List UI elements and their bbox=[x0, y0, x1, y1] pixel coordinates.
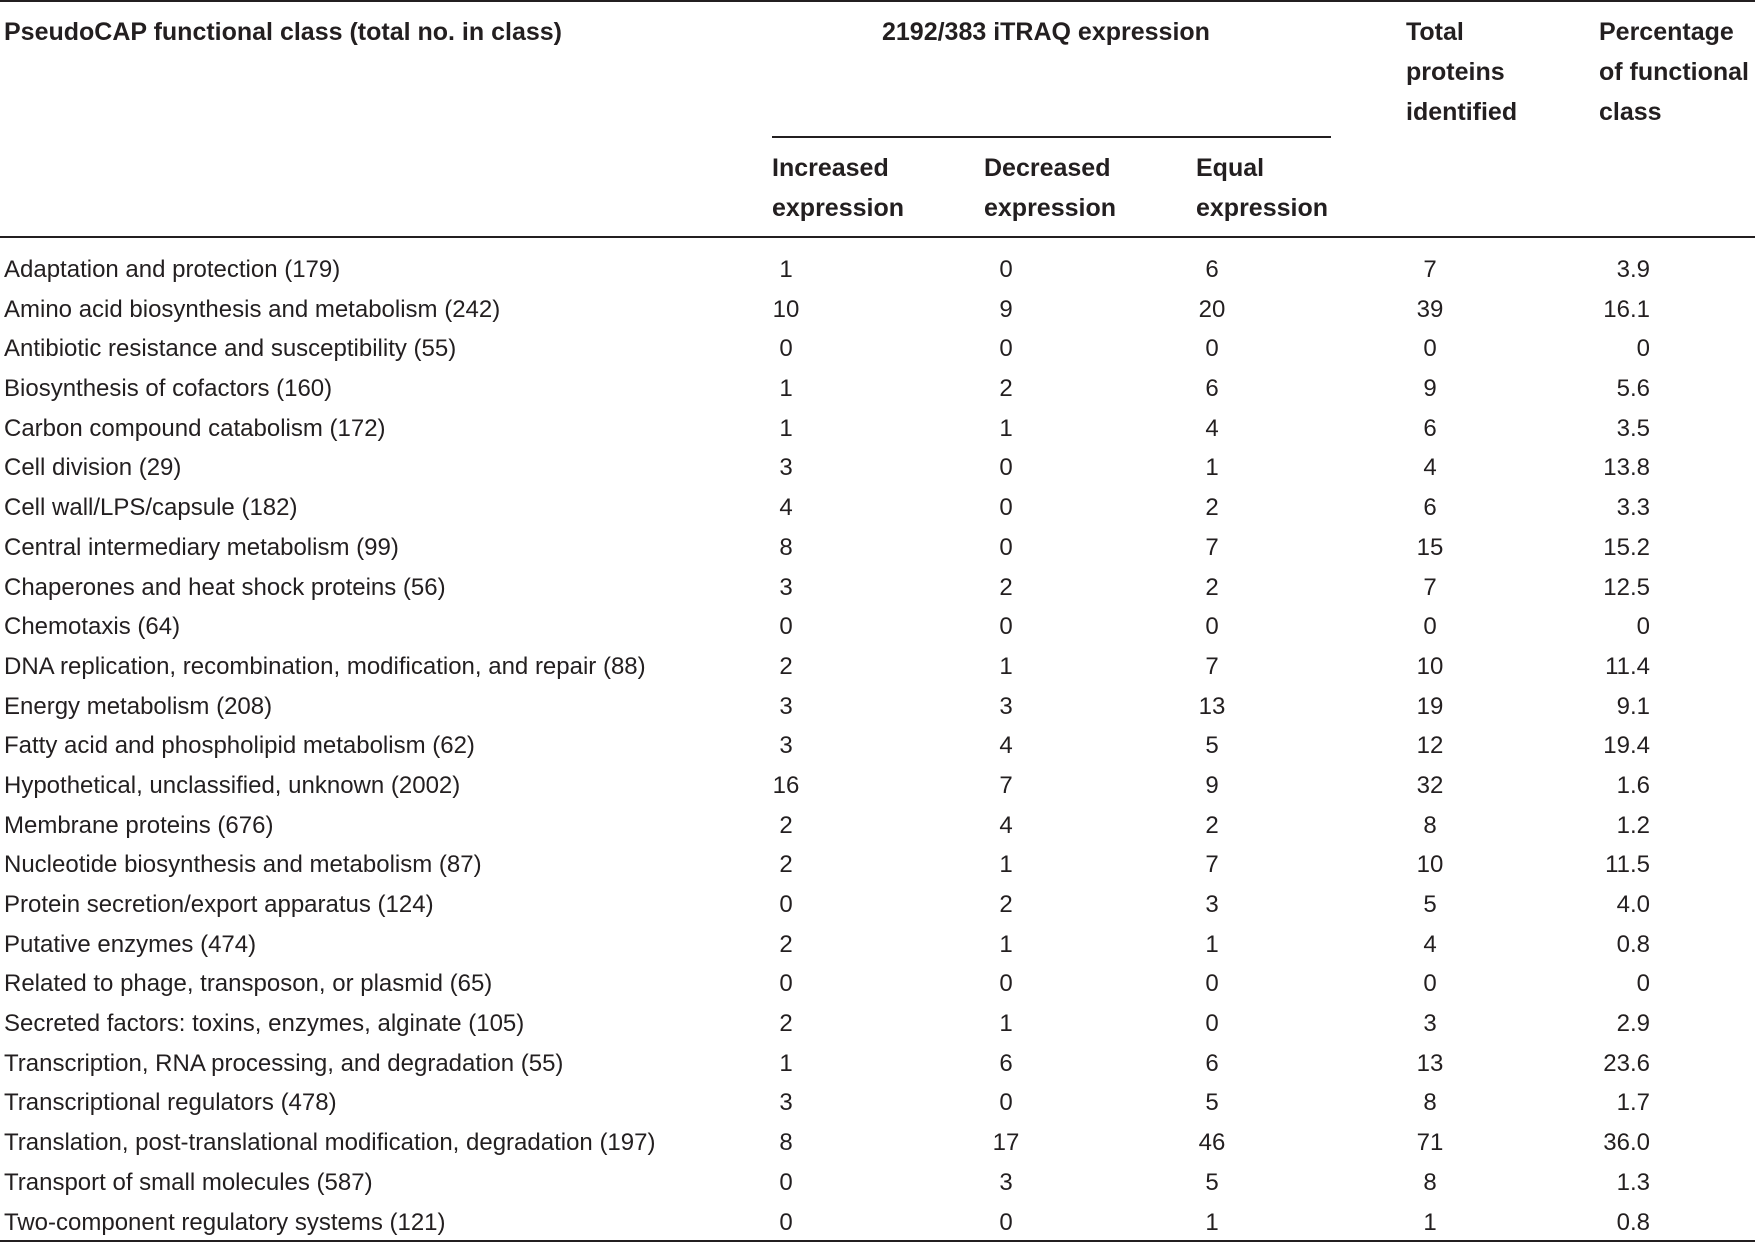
cell-increased: 3 bbox=[779, 692, 793, 720]
cell-equal: 5 bbox=[1205, 732, 1219, 760]
table-row bbox=[0, 607, 1755, 647]
cell-functional-class: Antibiotic resistance and susceptibility (55) bbox=[4, 335, 457, 363]
cell-decreased: 1 bbox=[999, 851, 1013, 879]
table-row bbox=[0, 488, 1755, 528]
cell-percentage: 0.8 bbox=[1616, 1208, 1650, 1236]
table-row bbox=[0, 1123, 1755, 1163]
cell-increased: 2 bbox=[779, 1010, 793, 1038]
cell-increased: 3 bbox=[779, 573, 793, 601]
cell-functional-class: Carbon compound catabolism (172) bbox=[4, 414, 386, 442]
cell-increased: 0 bbox=[779, 335, 793, 363]
cell-equal: 1 bbox=[1205, 454, 1219, 482]
cell-decreased: 7 bbox=[999, 771, 1013, 799]
cell-decreased: 1 bbox=[999, 652, 1013, 680]
cell-percentage: 0 bbox=[1636, 335, 1650, 363]
header-percentage: Percentage of functional class bbox=[1599, 18, 1749, 126]
cell-equal: 2 bbox=[1205, 494, 1219, 522]
cell-functional-class: Secreted factors: toxins, enzymes, alginate (105) bbox=[4, 1010, 525, 1038]
cell-percentage: 3.5 bbox=[1616, 414, 1650, 442]
header-itraq-expression: 2192/383 iTRAQ expression bbox=[882, 18, 1210, 46]
cell-decreased: 0 bbox=[999, 256, 1013, 283]
cell-decreased: 1 bbox=[999, 414, 1013, 442]
cell-functional-class: Transcriptional regulators (478) bbox=[4, 1089, 337, 1117]
cell-percentage: 16.1 bbox=[1603, 295, 1650, 323]
table-row bbox=[0, 806, 1755, 846]
cell-increased: 2 bbox=[779, 851, 793, 879]
cell-increased: 1 bbox=[779, 375, 793, 403]
cell-percentage: 19.4 bbox=[1603, 732, 1650, 760]
cell-decreased: 4 bbox=[999, 732, 1013, 760]
table-row bbox=[0, 687, 1755, 727]
cell-equal: 6 bbox=[1205, 1049, 1219, 1077]
cell-decreased: 0 bbox=[999, 533, 1013, 561]
cell-total: 10 bbox=[1416, 652, 1444, 680]
table-row bbox=[0, 250, 1755, 290]
cell-total: 5 bbox=[1423, 891, 1437, 918]
cell-functional-class: Translation, post-translational modification, degradation (197) bbox=[4, 1129, 656, 1157]
cell-total: 0 bbox=[1423, 335, 1437, 363]
cell-increased: 1 bbox=[779, 1049, 793, 1077]
cell-functional-class: Transcription, RNA processing, and degradation (55) bbox=[4, 1049, 564, 1077]
cell-total: 19 bbox=[1416, 692, 1444, 720]
cell-equal: 7 bbox=[1205, 851, 1219, 879]
cell-functional-class: Adaptation and protection (179) bbox=[4, 256, 341, 283]
cell-total: 6 bbox=[1423, 414, 1437, 442]
cell-increased: 10 bbox=[772, 295, 800, 323]
cell-functional-class: Two-component regulatory systems (121) bbox=[4, 1208, 446, 1236]
table-row bbox=[0, 409, 1755, 449]
cell-percentage: 11.4 bbox=[1605, 652, 1650, 680]
cell-total: 12 bbox=[1416, 732, 1444, 760]
cell-decreased: 2 bbox=[999, 573, 1013, 601]
cell-percentage: 13.8 bbox=[1603, 454, 1650, 482]
cell-percentage: 3.3 bbox=[1616, 494, 1650, 522]
cell-increased: 0 bbox=[779, 1168, 793, 1196]
cell-equal: 6 bbox=[1205, 256, 1219, 283]
cell-total: 1 bbox=[1423, 1208, 1437, 1236]
cell-equal: 2 bbox=[1205, 573, 1219, 601]
cell-functional-class: Chemotaxis (64) bbox=[4, 613, 181, 641]
table-row bbox=[0, 369, 1755, 409]
cell-total: 39 bbox=[1416, 295, 1444, 323]
header-equal-expression: Equal expression bbox=[1196, 154, 1329, 222]
cell-decreased: 2 bbox=[999, 891, 1013, 918]
cell-percentage: 15.2 bbox=[1603, 533, 1650, 561]
cell-equal: 2 bbox=[1205, 811, 1219, 839]
cell-increased: 1 bbox=[779, 256, 793, 283]
cell-total: 15 bbox=[1416, 533, 1444, 561]
header-bottom-rule bbox=[0, 236, 1755, 238]
table-row bbox=[0, 1163, 1755, 1203]
cell-increased: 3 bbox=[779, 732, 793, 760]
header-span-rule bbox=[772, 136, 1331, 138]
cell-percentage: 2.9 bbox=[1616, 1010, 1650, 1038]
cell-decreased: 0 bbox=[999, 1089, 1013, 1117]
cell-percentage: 9.1 bbox=[1616, 692, 1650, 720]
cell-equal: 7 bbox=[1205, 533, 1219, 561]
cell-decreased: 1 bbox=[999, 930, 1013, 958]
cell-functional-class: Central intermediary metabolism (99) bbox=[4, 533, 399, 561]
cell-increased: 4 bbox=[779, 494, 793, 522]
table-row bbox=[0, 290, 1755, 330]
cell-equal: 5 bbox=[1205, 1089, 1219, 1117]
table-row bbox=[0, 845, 1755, 885]
cell-percentage: 0 bbox=[1636, 613, 1650, 641]
cell-percentage: 3.9 bbox=[1616, 256, 1650, 283]
cell-decreased: 0 bbox=[999, 454, 1013, 482]
cell-total: 8 bbox=[1423, 811, 1437, 839]
cell-equal: 7 bbox=[1205, 652, 1219, 680]
table-row bbox=[0, 448, 1755, 488]
table-top-rule bbox=[0, 0, 1755, 2]
cell-functional-class: DNA replication, recombination, modification, and repair (88) bbox=[4, 652, 646, 680]
cell-decreased: 4 bbox=[999, 811, 1013, 839]
cell-decreased: 0 bbox=[999, 613, 1013, 641]
cell-percentage: 1.6 bbox=[1616, 771, 1650, 799]
cell-functional-class: Hypothetical, unclassified, unknown (2002) bbox=[4, 771, 461, 799]
cell-increased: 0 bbox=[779, 970, 793, 998]
cell-percentage: 1.7 bbox=[1616, 1089, 1650, 1117]
cell-decreased: 0 bbox=[999, 335, 1013, 363]
cell-equal: 46 bbox=[1198, 1129, 1226, 1157]
cell-functional-class: Cell division (29) bbox=[4, 454, 182, 482]
cell-total: 9 bbox=[1423, 375, 1437, 403]
cell-increased: 0 bbox=[779, 891, 793, 918]
table-row bbox=[0, 925, 1755, 965]
cell-percentage: 12.5 bbox=[1603, 573, 1650, 601]
cell-functional-class: Nucleotide biosynthesis and metabolism (87) bbox=[4, 851, 482, 879]
cell-total: 8 bbox=[1423, 1168, 1437, 1196]
table-bottom-rule bbox=[0, 1240, 1755, 1242]
cell-total: 7 bbox=[1423, 256, 1437, 283]
table-row bbox=[0, 1083, 1755, 1123]
cell-decreased: 0 bbox=[999, 494, 1013, 522]
table-row bbox=[0, 964, 1755, 1004]
cell-percentage: 23.6 bbox=[1603, 1049, 1650, 1077]
cell-percentage: 1.3 bbox=[1616, 1168, 1650, 1196]
table-row bbox=[0, 726, 1755, 766]
cell-percentage: 0 bbox=[1636, 970, 1650, 998]
cell-decreased: 9 bbox=[999, 295, 1013, 323]
cell-functional-class: Cell wall/LPS/capsule (182) bbox=[4, 494, 298, 522]
cell-total: 32 bbox=[1416, 771, 1444, 799]
cell-equal: 9 bbox=[1205, 771, 1219, 799]
table-body bbox=[0, 250, 1755, 1242]
header-decreased-expression: Decreased expression bbox=[984, 154, 1117, 222]
cell-percentage: 11.5 bbox=[1605, 851, 1650, 879]
table-row bbox=[0, 329, 1755, 369]
cell-equal: 13 bbox=[1198, 692, 1226, 720]
cell-equal: 0 bbox=[1205, 1010, 1219, 1038]
cell-total: 7 bbox=[1423, 573, 1437, 601]
cell-total: 3 bbox=[1423, 1010, 1437, 1038]
cell-decreased: 17 bbox=[992, 1129, 1020, 1157]
cell-increased: 2 bbox=[779, 811, 793, 839]
cell-functional-class: Fatty acid and phospholipid metabolism (62) bbox=[4, 732, 475, 760]
table-row bbox=[0, 1044, 1755, 1084]
cell-functional-class: Transport of small molecules (587) bbox=[4, 1168, 373, 1196]
cell-total: 4 bbox=[1423, 454, 1437, 482]
cell-total: 8 bbox=[1423, 1089, 1437, 1117]
cell-decreased: 6 bbox=[999, 1049, 1013, 1077]
cell-increased: 8 bbox=[779, 533, 793, 561]
cell-decreased: 3 bbox=[999, 1168, 1013, 1196]
cell-equal: 1 bbox=[1205, 1208, 1219, 1236]
cell-increased: 2 bbox=[779, 930, 793, 958]
cell-percentage: 1.2 bbox=[1616, 811, 1650, 839]
cell-total: 71 bbox=[1416, 1129, 1444, 1157]
cell-functional-class: Biosynthesis of cofactors (160) bbox=[4, 375, 333, 403]
table-row bbox=[0, 1004, 1755, 1044]
cell-total: 0 bbox=[1423, 970, 1437, 998]
table-row bbox=[0, 568, 1755, 608]
cell-functional-class: Protein secretion/export apparatus (124) bbox=[4, 891, 434, 918]
cell-percentage: 4.0 bbox=[1616, 891, 1650, 918]
cell-total: 4 bbox=[1423, 930, 1437, 958]
cell-increased: 0 bbox=[779, 613, 793, 641]
table-row bbox=[0, 1203, 1755, 1243]
cell-equal: 3 bbox=[1205, 891, 1219, 918]
cell-increased: 2 bbox=[779, 652, 793, 680]
cell-increased: 3 bbox=[779, 1089, 793, 1117]
header-increased-expression: Increased expression bbox=[772, 154, 905, 222]
cell-equal: 4 bbox=[1205, 414, 1219, 442]
cell-increased: 8 bbox=[779, 1129, 793, 1157]
cell-decreased: 0 bbox=[999, 970, 1013, 998]
cell-functional-class: Chaperones and heat shock proteins (56) bbox=[4, 573, 446, 601]
cell-functional-class: Energy metabolism (208) bbox=[4, 692, 273, 720]
cell-increased: 16 bbox=[772, 771, 800, 799]
cell-functional-class: Putative enzymes (474) bbox=[4, 930, 257, 958]
cell-increased: 0 bbox=[779, 1208, 793, 1236]
table-row bbox=[0, 885, 1755, 925]
cell-equal: 0 bbox=[1205, 970, 1219, 998]
cell-total: 6 bbox=[1423, 494, 1437, 522]
cell-total: 0 bbox=[1423, 613, 1437, 641]
cell-percentage: 36.0 bbox=[1603, 1129, 1650, 1157]
cell-total: 10 bbox=[1416, 851, 1444, 879]
table-row bbox=[0, 647, 1755, 687]
cell-percentage: 5.6 bbox=[1616, 375, 1650, 403]
cell-functional-class: Membrane proteins (676) bbox=[4, 811, 274, 839]
cell-functional-class: Related to phage, transposon, or plasmid (65) bbox=[4, 970, 493, 998]
cell-equal: 1 bbox=[1205, 930, 1219, 958]
header-functional-class: PseudoCAP functional class (total no. in class) bbox=[4, 18, 562, 46]
table-row bbox=[0, 766, 1755, 806]
table-row bbox=[0, 528, 1755, 568]
cell-equal: 20 bbox=[1198, 295, 1226, 323]
cell-decreased: 0 bbox=[999, 1208, 1013, 1236]
cell-equal: 6 bbox=[1205, 375, 1219, 403]
cell-equal: 0 bbox=[1205, 613, 1219, 641]
cell-decreased: 2 bbox=[999, 375, 1013, 403]
cell-increased: 1 bbox=[779, 414, 793, 442]
cell-functional-class: Amino acid biosynthesis and metabolism (242) bbox=[4, 295, 501, 323]
cell-increased: 3 bbox=[779, 454, 793, 482]
cell-equal: 0 bbox=[1205, 335, 1219, 363]
cell-decreased: 1 bbox=[999, 1010, 1013, 1038]
header-total-proteins: Total proteins identified bbox=[1406, 18, 1518, 126]
cell-total: 13 bbox=[1416, 1049, 1444, 1077]
cell-decreased: 3 bbox=[999, 692, 1013, 720]
cell-percentage: 0.8 bbox=[1616, 930, 1650, 958]
cell-equal: 5 bbox=[1205, 1168, 1219, 1196]
